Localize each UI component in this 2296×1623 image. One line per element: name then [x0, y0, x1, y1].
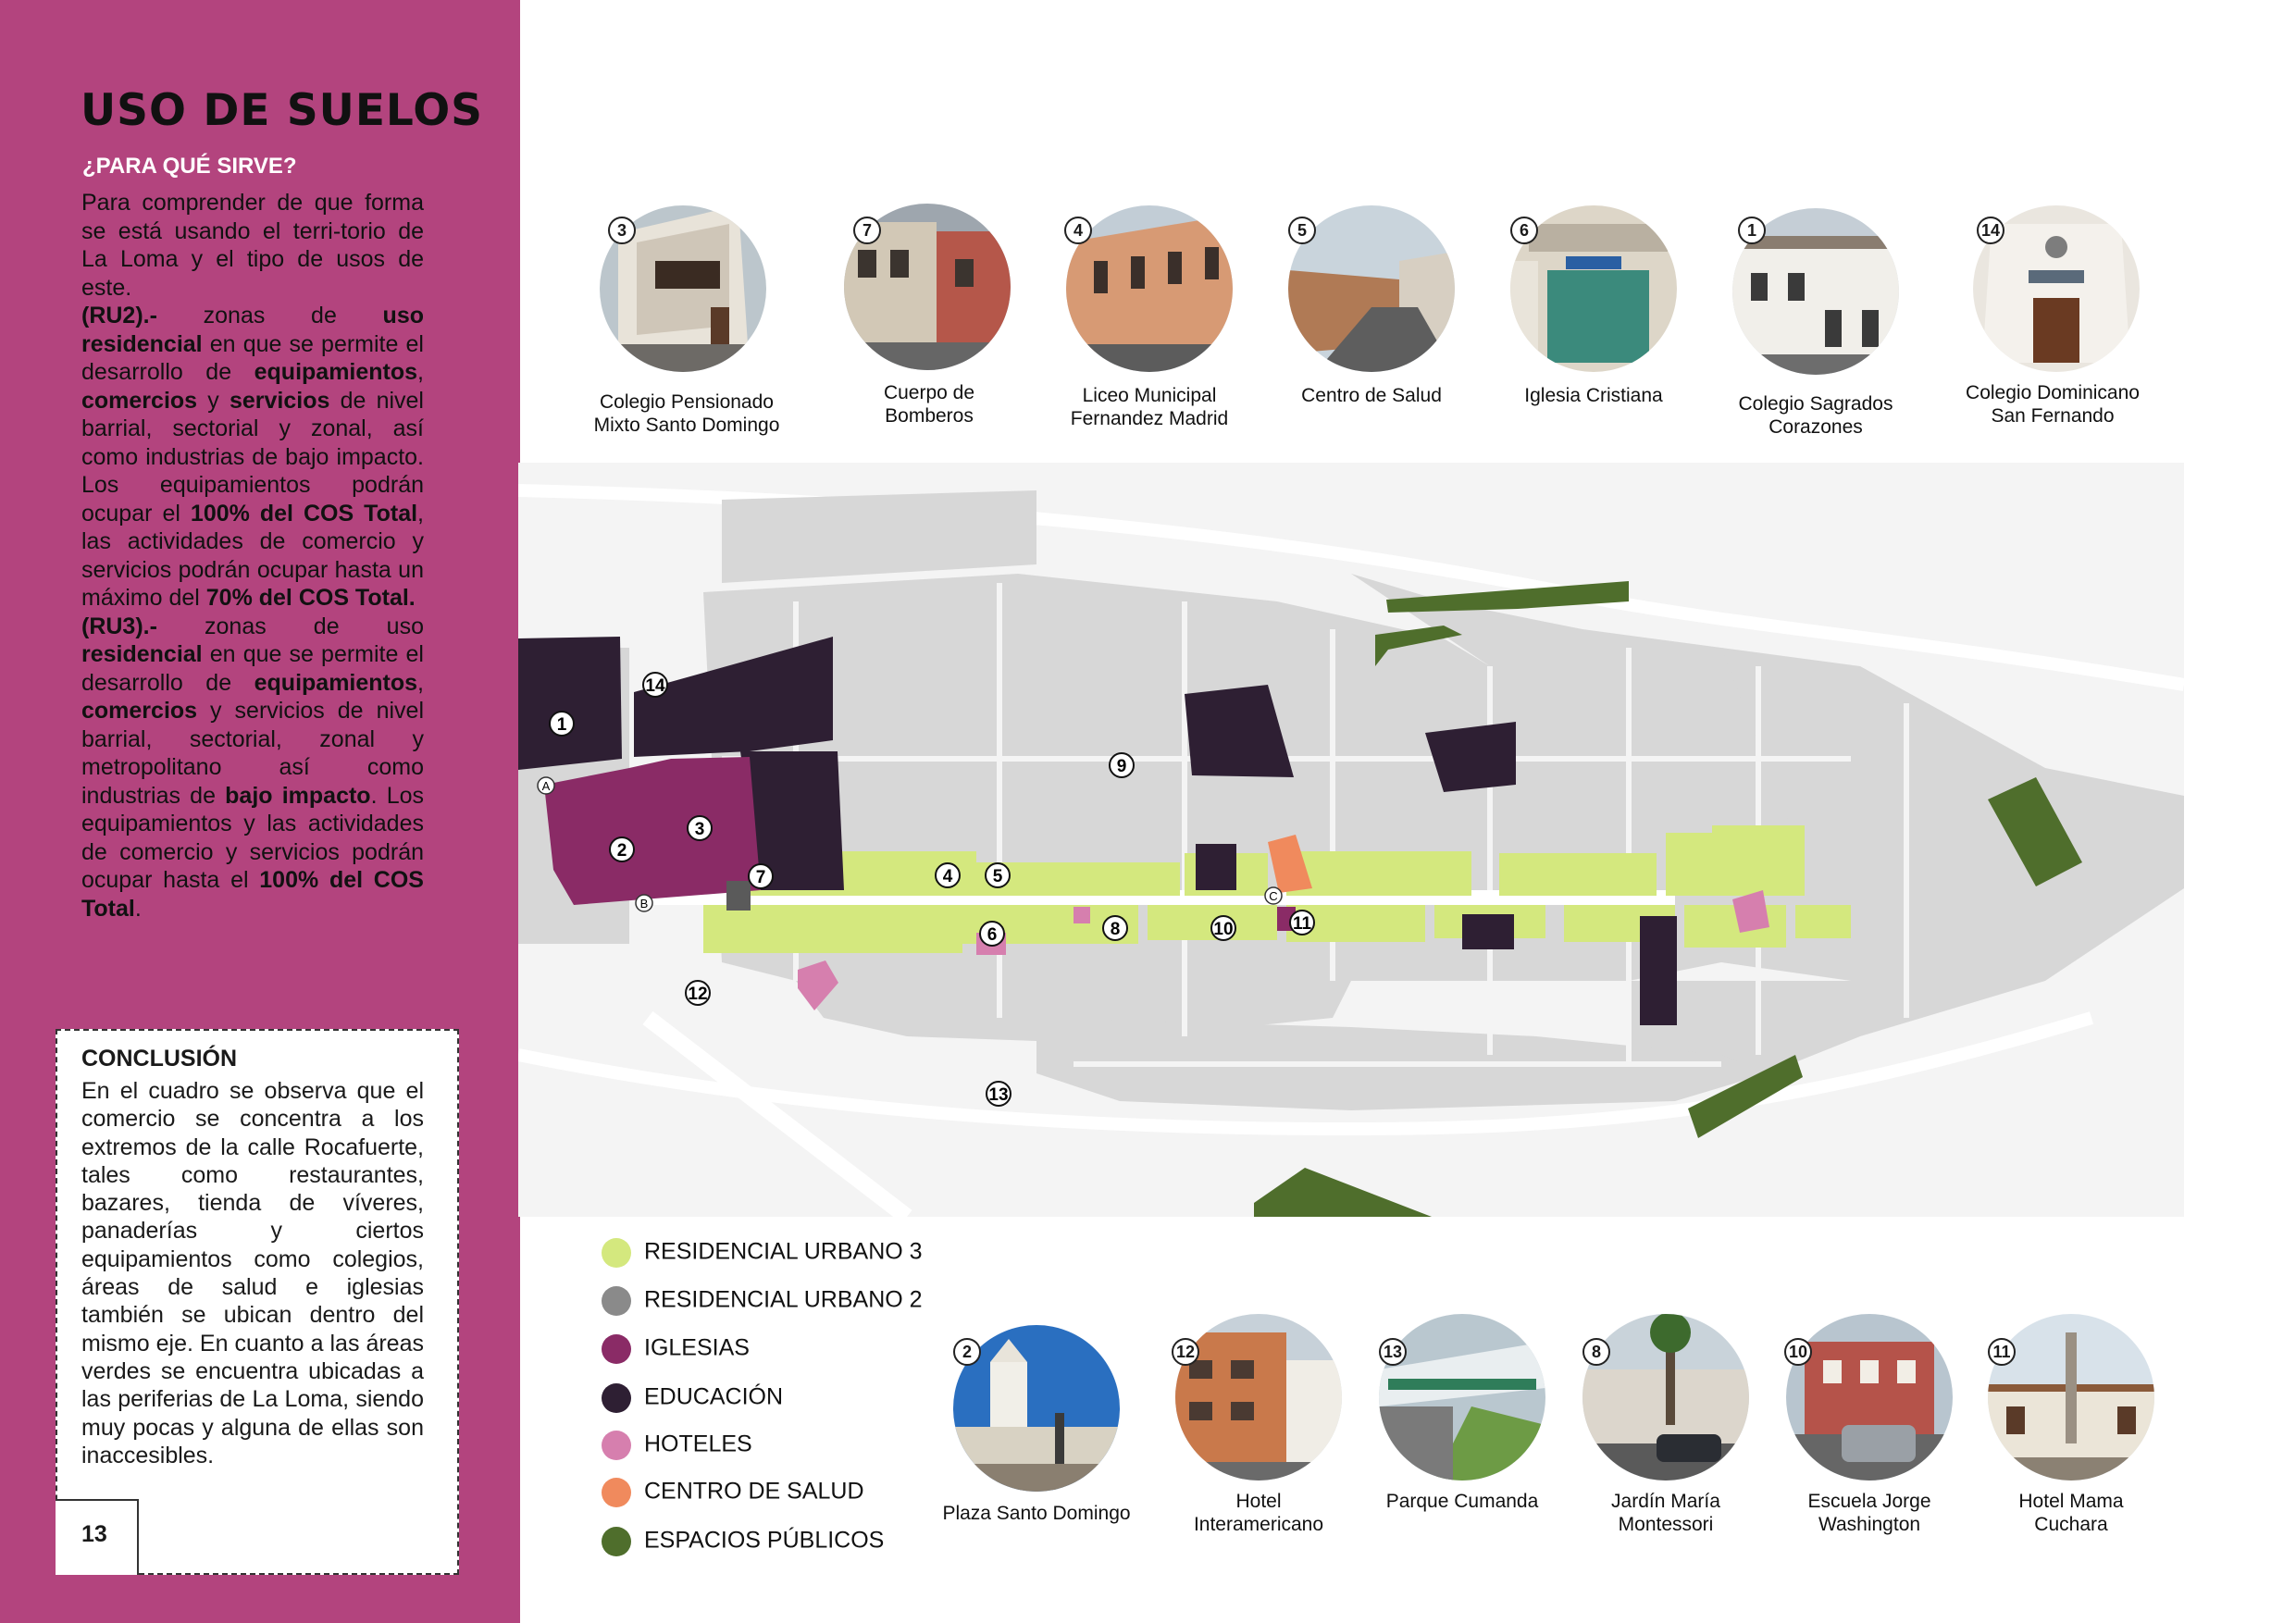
caption-centro-salud: Centro de Salud [1301, 385, 1442, 406]
photo-number-6: 6 [1510, 217, 1538, 244]
svg-text:5: 5 [992, 867, 1003, 886]
caption-parque-cumanda: Parque Cumanda [1385, 1491, 1539, 1512]
legend-swatch [602, 1527, 631, 1556]
legend-swatch [602, 1383, 631, 1413]
legend-hoteles: HOTELES [602, 1431, 752, 1460]
svg-text:6: 6 [987, 925, 998, 945]
caption-colegio-dominicano: Colegio Dominicano San Fernando [1966, 382, 2140, 427]
map-point-b [636, 895, 652, 911]
page-title: USO DE SUELOS [81, 85, 484, 136]
map-marker-14 [643, 673, 667, 697]
legend-educacion: EDUCACIÓN [602, 1383, 783, 1413]
caption-plaza-santo-domingo: Plaza Santo Domingo [942, 1503, 1131, 1524]
description-text [81, 189, 424, 923]
svg-text:7: 7 [755, 868, 766, 887]
svg-text:1: 1 [556, 715, 567, 735]
photo-number-11: 11 [1988, 1338, 2016, 1366]
svg-text:4: 4 [942, 867, 953, 886]
intro-paragraph: Para comprender de que forma se está usando el terri-torio de La Loma y el tipo de usos de este. [81, 190, 424, 301]
photo-number-8: 8 [1582, 1338, 1610, 1366]
photo-escuela-jorge-washington [1786, 1314, 1953, 1481]
legend-swatch [602, 1238, 631, 1268]
map-marker-3 [688, 816, 712, 840]
caption-hotel-mama-cuchara: Hotel Mama Cuchara [2018, 1491, 2124, 1535]
svg-text:13: 13 [988, 1085, 1009, 1105]
caption-cuerpo-bomberos: Cuerpo de Bomberos [883, 382, 975, 427]
photo-number-14: 14 [1977, 217, 2004, 244]
legend-swatch [602, 1334, 631, 1364]
photo-number-13: 13 [1379, 1338, 1407, 1366]
photo-number-10: 10 [1784, 1338, 1812, 1366]
svg-text:8: 8 [1110, 920, 1121, 939]
map-marker-9 [1110, 753, 1134, 777]
map-marker-12 [686, 981, 710, 1005]
section-subtitle: ¿PARA QUÉ SIRVE? [82, 154, 297, 179]
svg-text:9: 9 [1116, 757, 1127, 776]
legend-centro-salud: CENTRO DE SALUD [602, 1478, 864, 1507]
svg-text:B: B [639, 897, 649, 911]
map-point-a [538, 777, 554, 794]
map-marker-8 [1103, 916, 1127, 940]
caption-hotel-interamericano: Hotel Interamericano [1193, 1491, 1324, 1535]
photo-jardin-maria-montessori [1582, 1314, 1749, 1481]
legend-swatch [602, 1478, 631, 1507]
legend-iglesias: IGLESIAS [602, 1334, 750, 1364]
map-marker-1 [550, 712, 574, 736]
conclusion-text: En el cuadro se observa que el comercio se concentra a los extremos de la calle Rocafuerte, tales como restaurantes, bazares, tienda de víveres, panaderías y ciertos equipamientos como colegios, áreas de salud e iglesias también se ubican dentro del mismo eje. En cuanto a las áreas verdes se encuentra ubicadas a las periferias de La Loma, siendo muy pocas y alguna de ellas son inaccesibles. [81, 1078, 424, 1468]
photo-number-2: 2 [953, 1338, 981, 1366]
svg-text:11: 11 [1292, 914, 1312, 934]
svg-text:A: A [541, 779, 551, 793]
photo-number-12: 12 [1172, 1338, 1199, 1366]
legend-swatch [602, 1286, 631, 1316]
svg-text:14: 14 [645, 676, 665, 696]
caption-iglesia-cristiana: Iglesia Cristiana [1524, 385, 1663, 406]
photo-number-1: 1 [1738, 217, 1766, 244]
svg-text:10: 10 [1213, 920, 1234, 939]
legend-residencial-3: RESIDENCIAL URBANO 3 [602, 1238, 923, 1268]
photo-hotel-mama-cuchara [1988, 1314, 2154, 1481]
map-marker-4 [936, 863, 960, 887]
map-marker-7 [749, 864, 773, 888]
map-marker-6 [980, 922, 1004, 946]
caption-colegio-sagrados: Colegio Sagrados Corazones [1738, 393, 1893, 438]
svg-text:12: 12 [688, 985, 708, 1004]
legend-swatch [602, 1431, 631, 1460]
page-number-box [56, 1499, 139, 1575]
map-marker-5 [986, 863, 1010, 887]
page-number: 13 [81, 1521, 107, 1547]
caption-colegio-pensionado: Colegio Pensionado Mixto Santo Domingo [593, 391, 780, 436]
photo-hotel-interamericano [1175, 1314, 1342, 1481]
conclusion-box [56, 1029, 459, 1575]
map-marker-13 [987, 1082, 1011, 1106]
photo-number-7: 7 [853, 217, 881, 244]
land-use-map [518, 463, 2184, 1217]
map-point-c [1265, 887, 1282, 904]
legend-espacios-publicos: ESPACIOS PÚBLICOS [602, 1527, 884, 1556]
map-marker-10 [1211, 916, 1235, 940]
ru2-paragraph: (RU2).- zonas de uso residencial en que se permite el desarrollo de equipamientos, comercios y servicios de nivel barrial, sectorial y zonal, así como industrias de bajo impacto. Los equipamientos podrán ocupar el 100% del COS Total, las actividades de comercio y servicios podrán ocupar hasta un máximo del 70% del COS Total. [81, 303, 424, 611]
ru3-paragraph: (RU3).- zonas de uso residencial en que se permite el desarrollo de equipamientos, comercios y servicios de nivel barrial, sectorial, zonal y metropolitano así como industrias de bajo impacto. Los equipamientos y las actividades de comercio y servicios podrán ocupar hasta el 100% del COS Total. [81, 613, 425, 922]
photo-parque-cumanda [1379, 1314, 1545, 1481]
map-marker-11 [1290, 911, 1314, 935]
caption-jardin-maria-montessori: Jardín María Montessori [1611, 1491, 1720, 1535]
svg-text:C: C [1269, 889, 1278, 903]
caption-escuela-jorge-washington: Escuela Jorge Washington [1807, 1491, 1931, 1535]
legend-residencial-2: RESIDENCIAL URBANO 2 [602, 1286, 923, 1316]
photo-number-4: 4 [1064, 217, 1092, 244]
photo-number-5: 5 [1288, 217, 1316, 244]
conclusion-title: CONCLUSIÓN [81, 1046, 238, 1072]
photo-number-3: 3 [608, 217, 636, 244]
map-marker-2 [610, 837, 634, 861]
svg-text:2: 2 [616, 841, 627, 861]
svg-text:3: 3 [694, 820, 705, 839]
caption-liceo-municipal: Liceo Municipal Fernandez Madrid [1070, 385, 1229, 429]
